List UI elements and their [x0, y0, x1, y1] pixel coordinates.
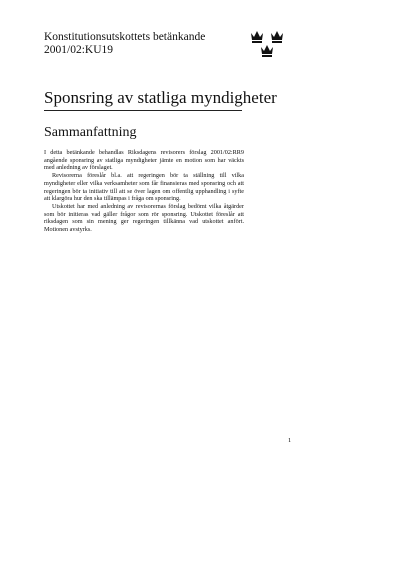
committee-name: Konstitutionsutskottets betänkande	[44, 31, 206, 43]
summary-paragraph-1: I detta betänkande behandlas Riksdagens revisorers förslag 2001/02:RR9 angående sponsring av statliga myndigheter jämte en motion som har väckts med anledning av förslaget.	[44, 149, 244, 172]
title-underline	[44, 110, 242, 111]
summary-paragraph-3: Utskottet har med anledning av revisorernas förslag bedömt vilka åtgärder som bör initieras vad gäller frågor som rör sponsring. Utskottet föreslår att riksdagen som sin mening ger regeringen tillkänna vad utskottet anfört. Motionen avstyrks.	[44, 202, 244, 234]
page-number: 1	[288, 437, 292, 444]
summary-paragraph-2: Revisorerna föreslår bl.a. att regeringen bör ta ställning till vilka myndigheter eller vilka verksamheter som får finansieras med sponsring och att regeringen bör ta initiativ till att se över lagen om offentlig upphandling i syfte att klargöra hur den ska tillämpas i fråga om sponsring.	[44, 172, 244, 203]
report-header	[44, 31, 205, 57]
document-title: Sponsring av statliga myndigheter	[44, 88, 277, 107]
three-crowns-icon	[250, 29, 284, 59]
section-heading: Sammanfattning	[44, 125, 137, 140]
report-number: 2001/02:KU19	[44, 44, 113, 56]
summary-body	[44, 149, 244, 234]
